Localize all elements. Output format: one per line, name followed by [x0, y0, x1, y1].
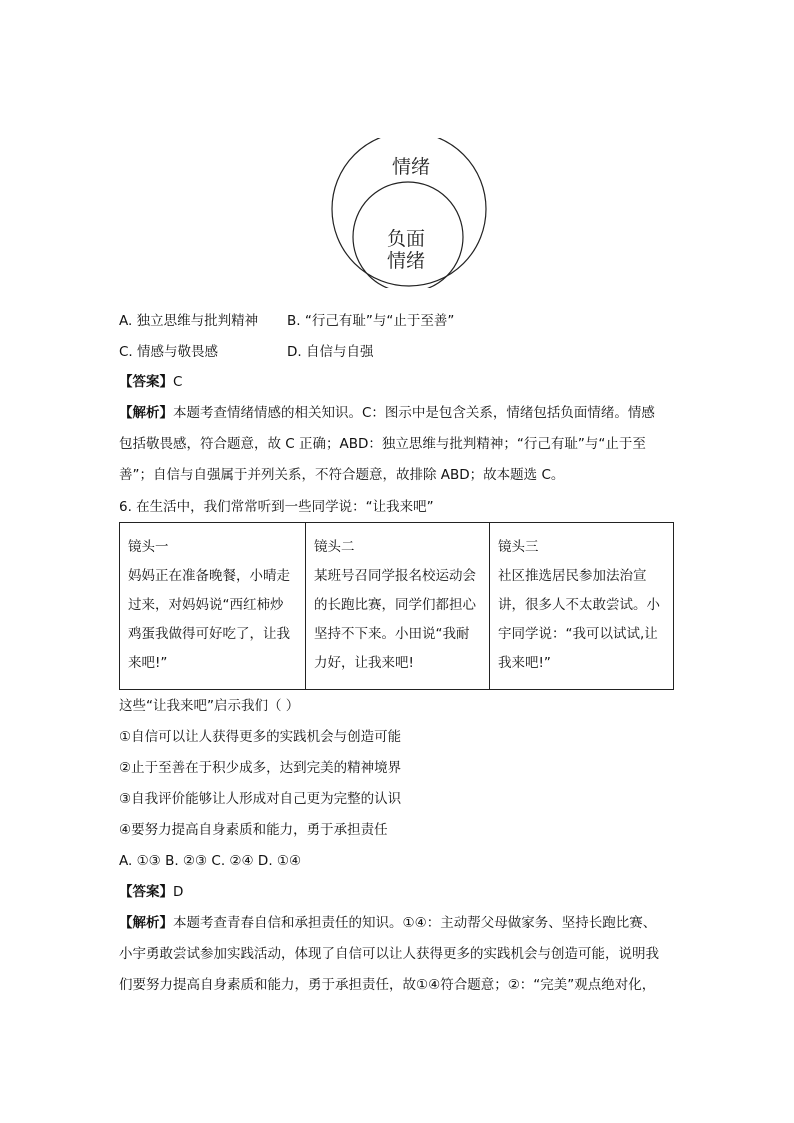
q6-analysis-line-2: 小宇勇敢尝试参加实践活动，体现了自信可以让人获得更多的实践机会与创造可能，说明我 [119, 946, 659, 962]
scene-line: 妈妈正在准备晚餐，小晴走 [128, 568, 290, 584]
scene-line: 过来，对妈妈说“西红柿炒 [128, 597, 284, 613]
scene-line: 我来吧!” [498, 655, 551, 671]
scene-line: 鸡蛋我做得可好吃了，让我 [128, 626, 290, 642]
scene-line: 力好，让我来吧! [314, 655, 414, 671]
q5-analysis-line-1: 【解析】本题考查情绪情感的相关知识。C：图示中是包含关系，情绪包括负面情绪。情感 [119, 405, 655, 421]
q6-analysis-line-1: 【解析】本题考查青春自信和承担责任的知识。①④：主动帮父母做家务、坚持长跑比赛、 [119, 915, 657, 931]
q6-answer [119, 882, 183, 902]
table-row [120, 523, 674, 690]
q6-statement-4: ④要努力提高自身素质和能力，勇于承担责任 [119, 822, 388, 838]
q5-analysis-line-2: 包括敬畏感，符合题意，故 C 正确；ABD：独立思维与批判精神；“行己有耻”与“止于至 [119, 436, 646, 452]
scene-cell-1 [120, 523, 306, 690]
scene-cell-3 [490, 523, 674, 690]
q6-answer-value: D [173, 884, 184, 900]
q6-choices: A. ①③ B. ②③ C. ②④ D. ①④ [119, 853, 302, 869]
scene-line: 的长跑比赛，同学们都担心 [314, 597, 476, 613]
scene-title: 镜头三 [498, 539, 539, 555]
scene-line: 宇同学说：“我可以试试,让 [498, 626, 658, 642]
q6-analysis-line-3: 们要努力提高自身素质和能力，勇于承担责任，故①④符合题意；②：“完美”观点绝对化， [119, 977, 656, 993]
q5-option-a: A. 独立思维与批判精神 [119, 313, 259, 329]
q6-prompt: 这些“让我来吧”启示我们（ ） [119, 698, 300, 714]
q5-analysis-tag: 【解析】 [119, 405, 173, 421]
q5-answer [119, 372, 182, 392]
q5-option-d: D. 自信与自强 [287, 344, 374, 360]
scene-title: 镜头一 [128, 539, 169, 555]
q6-answer-tag: 【答案】 [119, 884, 173, 900]
q6-statement-3: ③自我评价能够让人形成对自己更为完整的认识 [119, 791, 402, 807]
inner-circle-label-line1: 负面 [386, 228, 426, 250]
q6-scene-table [119, 522, 674, 690]
scene-line: 坚持不下来。小田说“我耐 [314, 626, 470, 642]
inner-circle-label-line2: 情绪 [386, 250, 426, 272]
q6-stem: 6. 在生活中，我们常常听到一些同学说：“让我来吧” [119, 499, 434, 515]
scene-line: 讲，很多人不太敢尝试。小 [498, 597, 660, 613]
scene-title: 镜头二 [314, 539, 355, 555]
scene-line: 社区推选居民参加法治宣 [498, 568, 647, 584]
venn-diagram [330, 138, 488, 288]
q5-option-c: C. 情感与敬畏感 [119, 344, 219, 360]
scene-line: 某班号召同学报名校运动会 [314, 568, 476, 584]
q6-statement-1: ①自信可以让人获得更多的实践机会与创造可能 [119, 729, 402, 745]
outer-circle-label: 情绪 [391, 156, 431, 178]
scene-line: 来吧!” [128, 655, 168, 671]
q6-statement-2: ②止于至善在于积少成多，达到完美的精神境界 [119, 760, 402, 776]
q5-answer-value: C [173, 374, 183, 390]
q5-analysis-line-3: 善”；自信与自强属于并列关系，不符合题意，故排除 ABD；故本题选 C。 [119, 467, 565, 483]
q5-option-b: B. “行己有耻”与“止于至善” [287, 313, 455, 329]
q6-analysis-tag: 【解析】 [119, 915, 173, 931]
q5-answer-tag: 【答案】 [119, 374, 173, 390]
scene-cell-2 [306, 523, 490, 690]
